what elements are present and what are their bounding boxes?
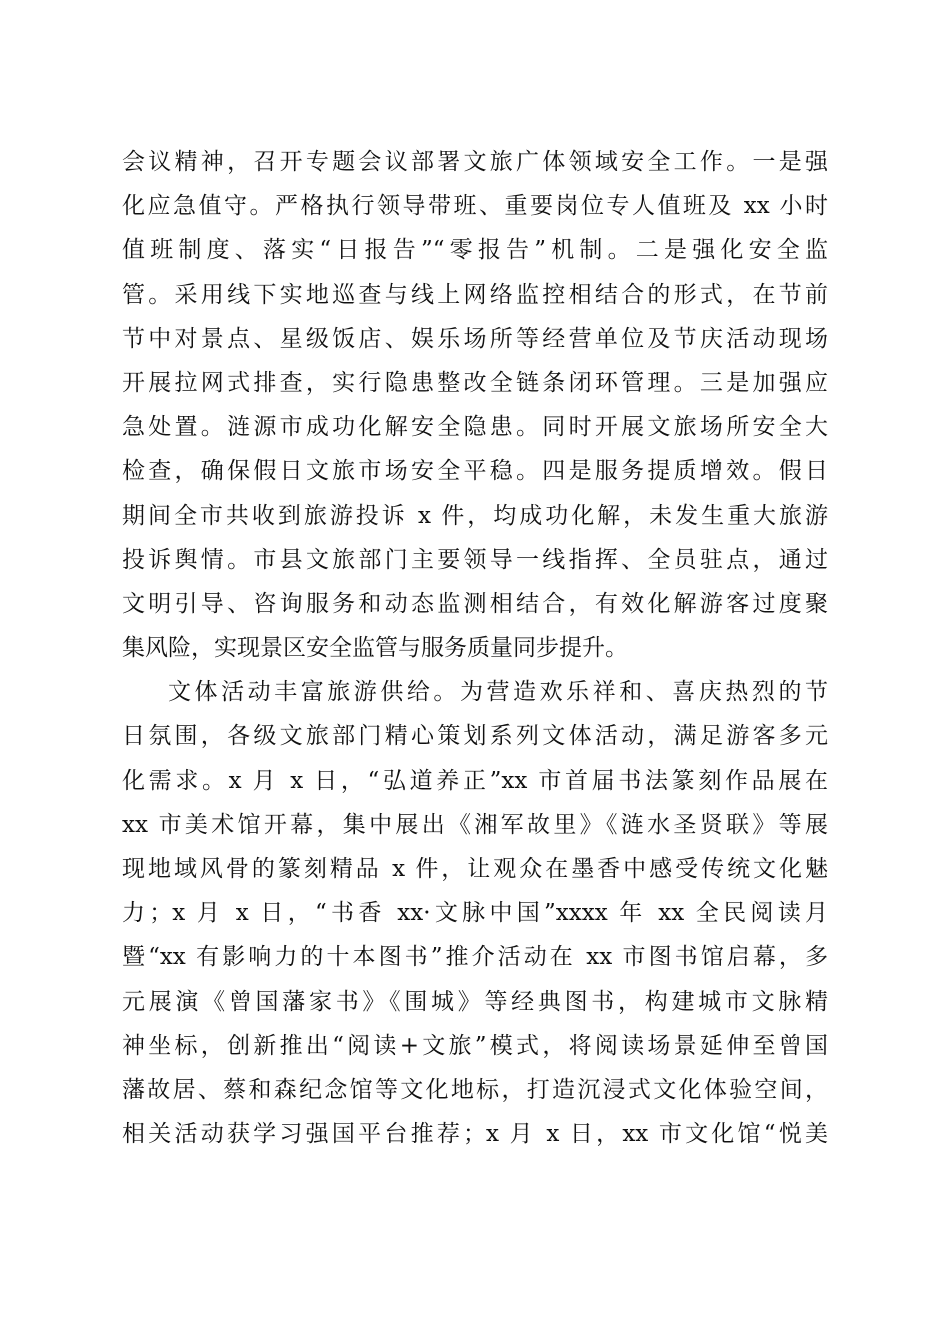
text-line: 神坐标，创新推出“阅读+文旅”模式，将阅读场景延伸至曾国 — [122, 1032, 828, 1059]
text-line: 急处置。涟源市成功化解安全隐患。同时开展文旅场所安全大 — [122, 414, 828, 441]
text-line: 化应急值守。严格执行领导带班、重要岗位专人值班及 xx 小时 — [122, 193, 828, 220]
text-line: 藩故居、蔡和森纪念馆等文化地标，打造沉浸式文化体验空间， — [122, 1076, 828, 1103]
body-text — [122, 140, 828, 1156]
text-line: 管。采用线下实地巡查与线上网络监控相结合的形式，在节前 — [122, 281, 828, 308]
paragraph-heading-line: 文体活动丰富旅游供给。为营造欢乐祥和、喜庆热烈的节 — [168, 679, 828, 706]
text-line: 现地域风骨的篆刻精品 x 件，让观众在墨香中感受传统文化魅 — [122, 856, 828, 882]
text-line: 期间全市共收到旅游投诉 x 件，均成功化解，未发生重大旅游 — [122, 502, 828, 529]
text-line: 值班制度、落实“日报告”“零报告”机制。二是强化安全监 — [122, 237, 828, 264]
text-line: 会议精神，召开专题会议部署文旅广体领域安全工作。一是强 — [122, 149, 828, 175]
text-line: 相关活动获学习强国平台推荐；x 月 x 日，xx 市文化馆“悦美 — [122, 1121, 828, 1148]
text-line: 检查，确保假日文旅市场安全平稳。四是服务提质增效。假日 — [122, 458, 828, 485]
text-line: 文明引导、咨询服务和动态监测相结合，有效化解游客过度聚 — [122, 590, 828, 617]
text-line: 节中对景点、星级饭店、娱乐场所等经营单位及节庆活动现场 — [122, 325, 828, 352]
text-line: 开展拉网式排查，实行隐患整改全链条闭环管理。三是加强应 — [122, 369, 828, 396]
text-line: 力；x 月 x 日，“书香 xx·文脉中国”xxxx 年 xx 全民阅读月 — [122, 900, 828, 927]
text-line: 暨“xx 有影响力的十本图书”推介活动在 xx 市图书馆启幕，多 — [122, 944, 828, 971]
text-line: 元展演《曾国藩家书》《围城》等经典图书，构建城市文脉精 — [122, 988, 828, 1015]
text-line: xx 市美术馆开幕，集中展出《湘军故里》《涟水圣贤联》等展 — [122, 811, 828, 838]
text-line: 投诉舆情。市县文旅部门主要领导一线指挥、全员驻点，通过 — [122, 546, 828, 573]
text-line: 化需求。x 月 x 日，“弘道养正”xx 市首届书法篆刻作品展在 — [122, 767, 828, 794]
text-line: 集风险，实现景区安全监管与服务质量同步提升。 — [122, 635, 628, 662]
text-line: 日氛围，各级文旅部门精心策划系列文体活动，满足游客多元 — [122, 723, 828, 750]
